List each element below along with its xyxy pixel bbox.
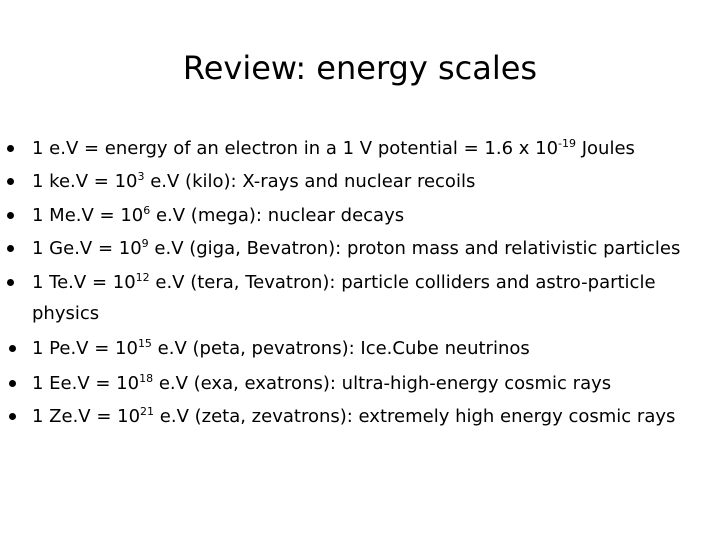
bullet-text-main: 1 Me.V = 10 (32, 205, 144, 226)
bullet-text-rest: e.V (tera, Tevatron): particle colliders and astro-particle (149, 272, 656, 293)
bullet-exponent: 6 (143, 204, 151, 217)
bullet-text-main: 1 Pe.V = 10 (32, 338, 138, 359)
bullet-dot-icon (7, 145, 14, 152)
bullet-exponent: -19 (558, 137, 577, 150)
bullet-text-rest: e.V (giga, Bevatron): proton mass and relativistic particles (148, 238, 681, 259)
bullet-exponent: 18 (139, 372, 154, 385)
bullet-text (32, 203, 404, 229)
bullet-text-main: 1 Ze.V = 10 (32, 406, 141, 427)
bullet-dot-icon (7, 178, 14, 185)
bullet-text-main: 1 e.V = energy of an electron in a 1 V potential = 1.6 x 10 (32, 138, 559, 159)
bullet-text-rest: Joules (576, 138, 635, 159)
bullet-item-gev (0, 236, 720, 264)
bullet-text (32, 270, 656, 296)
bullet-dot-icon (9, 345, 16, 352)
bullet-text-main: 1 Te.V = 10 (32, 272, 136, 293)
bullet-item-mev (0, 203, 720, 231)
bullet-text-rest: e.V (peta, pevatrons): Ice.Cube neutrinos (151, 338, 530, 359)
bullet-exponent: 9 (141, 237, 149, 250)
bullet-dot-icon (9, 413, 16, 420)
bullet-item-ev (0, 136, 720, 164)
bullet-text (32, 336, 530, 362)
bullet-dot-icon (7, 279, 14, 286)
bullet-text (32, 169, 475, 195)
bullet-text (32, 404, 675, 430)
bullet-exponent: 12 (135, 271, 150, 284)
bullet-exponent: 21 (140, 405, 155, 418)
bullet-text (32, 371, 611, 397)
bullet-text-rest: e.V (mega): nuclear decays (150, 205, 405, 226)
bullet-text-rest: e.V (zeta, zevatrons): extremely high energy cosmic rays (154, 406, 676, 427)
bullet-text-main: 1 Ee.V = 10 (32, 373, 140, 394)
bullet-text (32, 136, 635, 162)
bullet-text-rest: e.V (kilo): X-rays and nuclear recoils (144, 171, 476, 192)
bullet-exponent: 15 (137, 337, 152, 350)
bullet-dot-icon (9, 380, 16, 387)
bullet-text (32, 236, 680, 262)
bullet-item-tev (0, 270, 720, 298)
bullet-exponent: 3 (137, 170, 145, 183)
bullet-text-rest: e.V (exa, exatrons): ultra-high-energy cosmic rays (153, 373, 612, 394)
slide-title: Review: energy scales (182, 49, 538, 87)
bullet-text-continuation: physics (32, 303, 100, 324)
bullet-dot-icon (7, 212, 14, 219)
bullet-item-kev (0, 169, 720, 197)
bullet-dot-icon (7, 245, 14, 252)
bullet-item-zev (0, 404, 720, 432)
bullet-text-main: 1 Ge.V = 10 (32, 238, 142, 259)
bullet-text-main: 1 ke.V = 10 (32, 171, 138, 192)
bullet-item-eev (0, 371, 720, 399)
bullet-item-pev (0, 336, 720, 364)
